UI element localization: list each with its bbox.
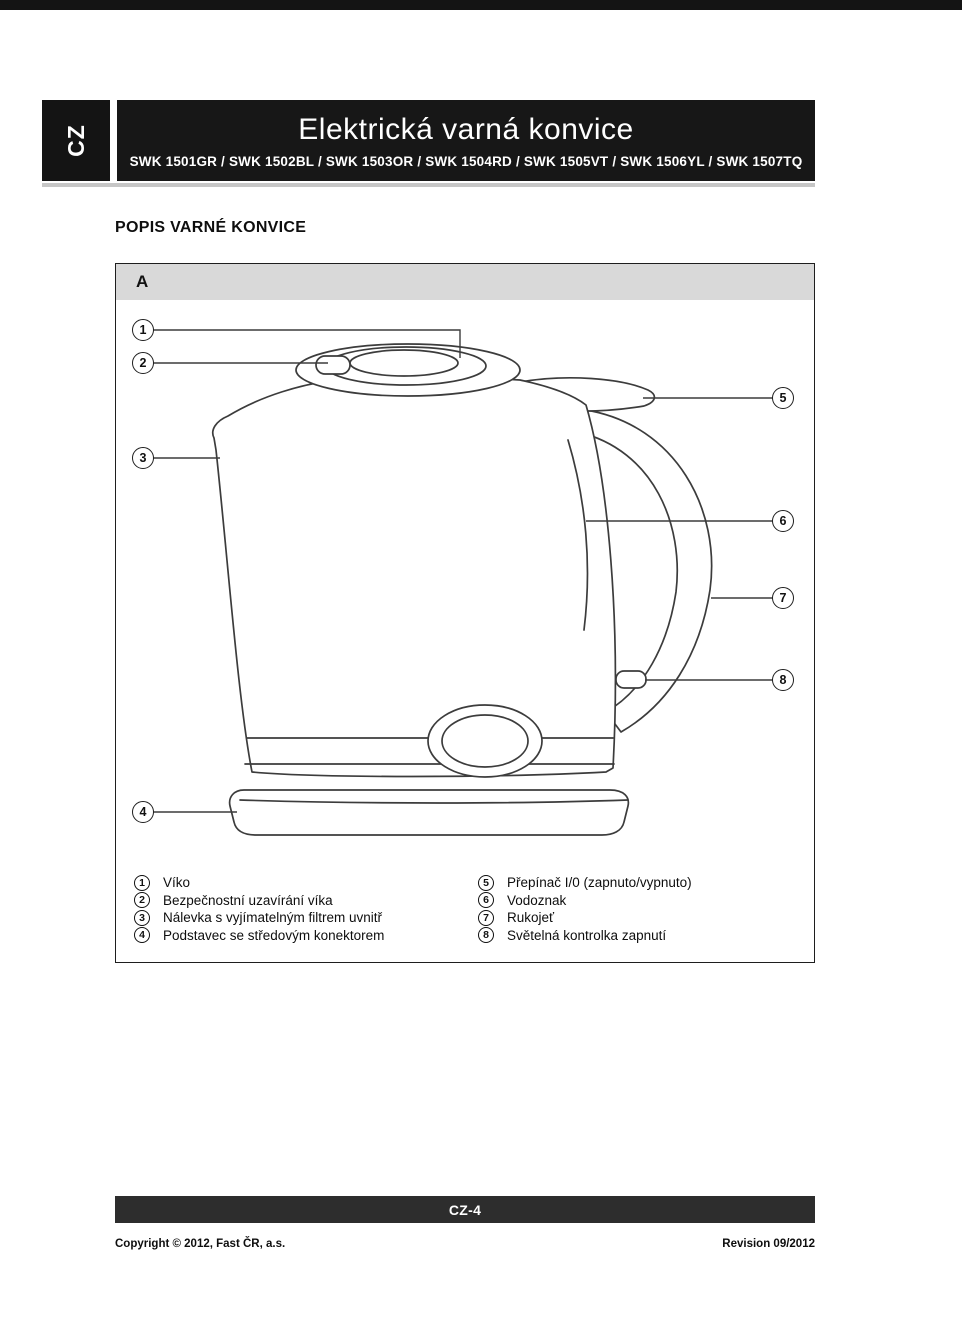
- legend-text: Světelná kontrolka zapnutí: [507, 927, 667, 943]
- legend-item: [134, 909, 478, 927]
- legend-item: [134, 927, 478, 945]
- section-title: POPIS VARNÉ KONVICE: [115, 219, 307, 236]
- callout-4: 4: [132, 801, 154, 823]
- legend-number: 8: [478, 927, 494, 943]
- legend-text: Nálevka s vyjímatelným filtrem uvnitř: [163, 910, 383, 926]
- legend-column-left: [134, 874, 478, 944]
- revision-text: Revision 09/2012: [722, 1238, 815, 1250]
- legend-number: 4: [134, 927, 150, 943]
- legend-number: 6: [478, 892, 494, 908]
- legend-text: Podstavec se středovým konektorem: [163, 927, 385, 943]
- legend-text: Bezpečnostní uzavírání víka: [163, 892, 333, 908]
- legend-text: Přepínač I/0 (zapnuto/vypnuto): [507, 875, 692, 891]
- legend-item: [478, 927, 692, 945]
- legend-number: 7: [478, 910, 494, 926]
- header-underline: [42, 183, 815, 187]
- legend-number: 5: [478, 875, 494, 891]
- figure-label: A: [136, 272, 149, 291]
- legend-number: 2: [134, 892, 150, 908]
- callout-5: 5: [772, 387, 794, 409]
- legend-item: [134, 874, 478, 892]
- legend-item: [478, 892, 692, 910]
- language-tab: [42, 100, 110, 181]
- legend-item: [478, 909, 692, 927]
- document-title: Elektrická varná konvice: [298, 112, 634, 146]
- top-bar: [0, 0, 962, 10]
- callout-6: 6: [772, 510, 794, 532]
- legend-item: [478, 874, 692, 892]
- figure-box: [115, 263, 815, 963]
- legend-text: Víko: [163, 875, 191, 891]
- callout-7: 7: [772, 587, 794, 609]
- legend-number: 1: [134, 875, 150, 891]
- language-tab-label: CZ: [62, 124, 89, 157]
- header: [117, 100, 815, 181]
- figure-header: [116, 264, 814, 300]
- legend-text: Vodoznak: [507, 892, 567, 908]
- page-number-bar: [115, 1196, 815, 1223]
- legend-text: Rukojeť: [507, 910, 555, 926]
- kettle-line-art: [116, 300, 814, 870]
- copyright-text: Copyright © 2012, Fast ČR, a.s.: [115, 1238, 286, 1250]
- callout-8: 8: [772, 669, 794, 691]
- legend: [116, 870, 814, 944]
- legend-column-right: [478, 874, 692, 944]
- callout-1: 1: [132, 319, 154, 341]
- kettle-diagram: [116, 300, 814, 870]
- legend-number: 3: [134, 910, 150, 926]
- legend-item: [134, 892, 478, 910]
- model-list: SWK 1501GR / SWK 1502BL / SWK 1503OR / SWK 1504RD / SWK 1505VT / SWK 1506YL / SWK 1507TQ: [129, 153, 803, 169]
- callout-3: 3: [132, 447, 154, 469]
- callout-2: 2: [132, 352, 154, 374]
- footer-meta: [115, 1238, 815, 1250]
- page-number: CZ-4: [448, 1201, 482, 1218]
